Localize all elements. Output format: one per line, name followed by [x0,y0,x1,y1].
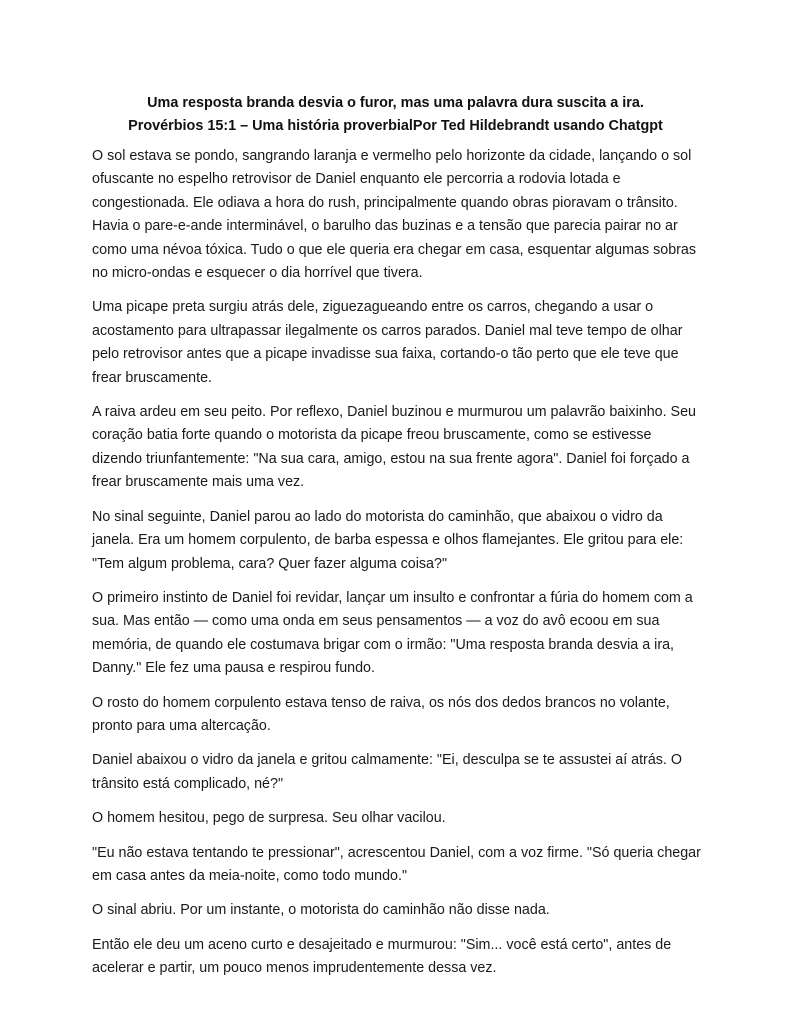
paragraph: O homem hesitou, pego de surpresa. Seu olhar vacilou. [92,810,446,827]
document-header [92,92,699,138]
story-body [92,145,704,992]
paragraph: O primeiro instinto de Daniel foi revidar, lançar um insulto e confrontar a fúria do homem com a sua. Mas então — como uma onda em seus pensamentos — a voz do avô ecoou em sua memória, de quando ele costumava brigar com o irmão: "Uma resposta branda desvia a ira, Danny." Ele fez uma pausa e respirou fundo. [92,589,693,677]
paragraph: O rosto do homem corpulento estava tenso de raiva, os nós dos dedos brancos no volante, pronto para uma altercação. [92,694,670,734]
paragraph: A raiva ardeu em seu peito. Por reflexo, Daniel buzinou e murmurou um palavrão baixinho. Seu coração batia forte quando o motorista da picape freou bruscamente, como se estivesse dizendo triunfantemente: "Na sua cara, amigo, estou na sua frente agora". Daniel foi forçado a frear bruscamente mais uma vez. [92,404,696,491]
paragraph: "Eu não estava tentando te pressionar", acrescentou Daniel, com a voz firme. "Só queria chegar em casa antes da meia-noite, como todo mundo." [92,844,701,884]
paragraph: Uma picape preta surgiu atrás dele, ziguezagueando entre os carros, chegando a usar o acostamento para ultrapassar ilegalmente os carros parados. Daniel mal teve tempo de olhar pelo retrovisor antes que a picape invadisse sua faixa, cortando-o tão perto que ele teve que frear bruscamente. [92,299,683,386]
paragraph: Daniel abaixou o vidro da janela e gritou calmamente: "Ei, desculpa se te assustei aí atrás. O trânsito está complicado, né?" [92,752,682,792]
paragraph: Então ele deu um aceno curto e desajeitado e murmurou: "Sim... você está certo", antes de acelerar e partir, um pouco menos imprudentemente dessa vez. [92,936,672,977]
paragraph: O sinal abriu. Por um instante, o motorista do caminhão não disse nada. [92,902,550,919]
paragraph: O sol estava se pondo, sangrando laranja e vermelho pelo horizonte da cidade, lançando o sol ofuscante no espelho retrovisor de Daniel enquanto ele percorria a rodovia lotada e congestionada. Ele odiava a hora do rush, principalmente quando obras pioravam o trânsito. Havia o pare-e-ande interminável, o barulho das buzinas e a tensão que parecia pairar no ar como uma névoa tóxica. Tudo o que ele queria era chegar em casa, esquentar algumas sobras no micro-ondas e esquecer o dia horrível que tivera. [92,148,697,282]
paragraph: No sinal seguinte, Daniel parou ao lado do motorista do caminhão, que abaixou o vidro da janela. Era um homem corpulento, de barba espessa e olhos flamejantes. Ele gritou para ele: "Tem algum problema, cara? Quer fazer alguma coisa?" [92,508,684,572]
title-line-1: Uma resposta branda desvia o furor, mas uma palavra dura suscita a ira. [147,95,644,111]
title-line-2: Provérbios 15:1 – Uma história proverbialPor Ted Hildebrandt usando Chatgpt [128,118,663,134]
